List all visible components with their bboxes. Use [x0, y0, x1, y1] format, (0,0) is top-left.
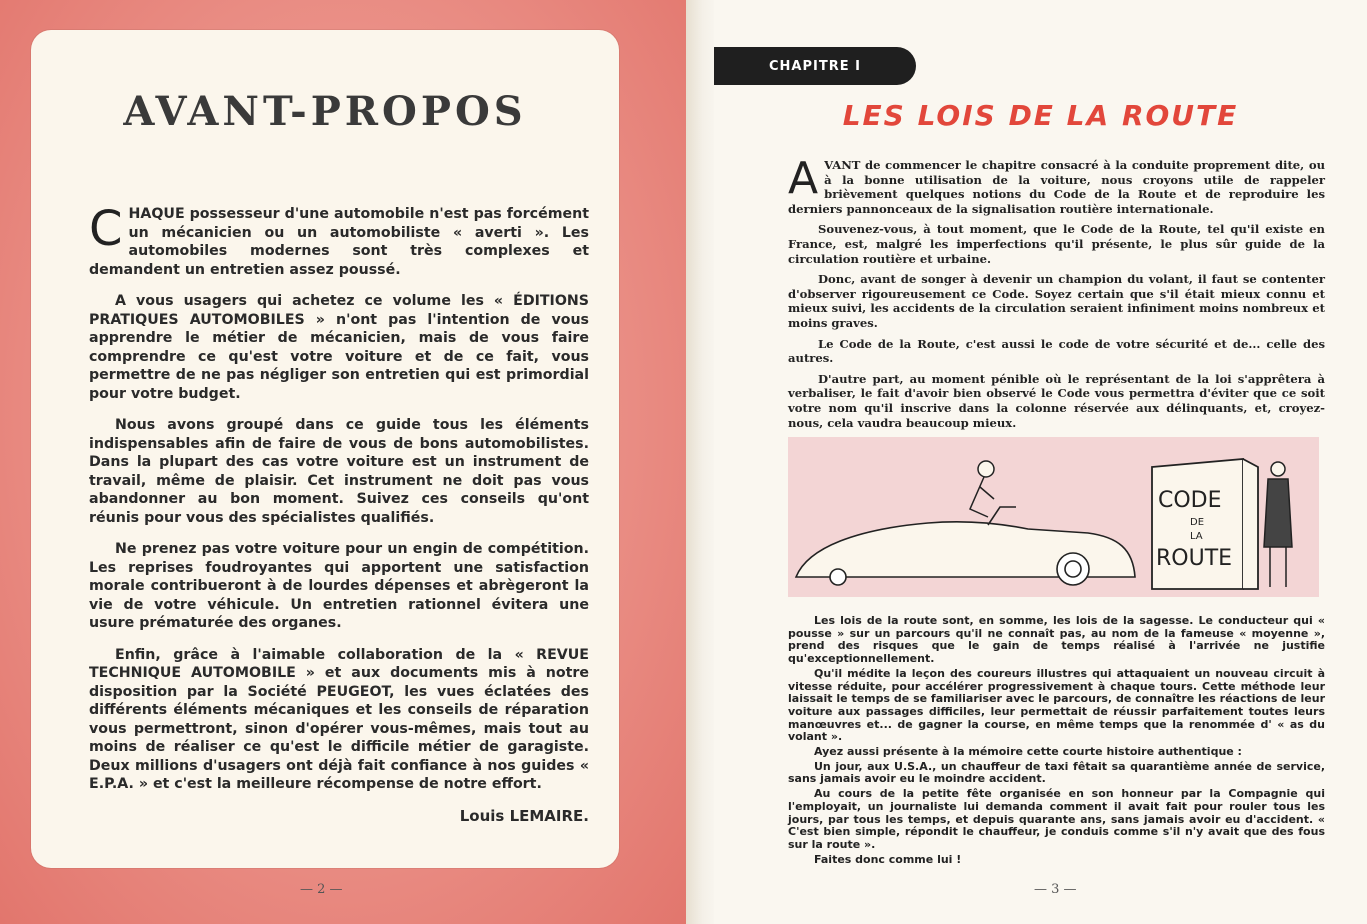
page-number-left: — 2 —	[300, 882, 343, 897]
car-illustration	[788, 437, 1319, 597]
book-word-route: ROUTE	[1156, 546, 1233, 571]
driver-figure	[970, 461, 994, 517]
drop-cap: C	[89, 201, 123, 257]
chapter-text	[788, 615, 1325, 868]
text-paragraph-5: Au cours de la petite fête organisée en son honneur par la Compagnie qui l'employait, un journaliste lui demanda comment il avait fait pour rouler tous les jours, par tous les temps, et depuis quarante ans, sans jamais avoir eu d'accident. « C'est bien simple, répondit le chauffeur, je conduis comme s'il n'y avait que des fous sur la route ».	[788, 787, 1325, 851]
book-word-la: LA	[1190, 531, 1203, 542]
foreword-body	[89, 201, 589, 825]
foreword-paragraph-5: Enfin, grâce à l'aimable collaboration de la « REVUE TECHNIQUE AUTOMOBILE » et aux documents mis à notre disposition par la Société PEUGEOT, les vues éclatées des différents éléments mécaniques et les conseils de réparation vous permettront, sinon d'opérer vous-mêmes, mais tout au moins de réaliser ce qu'est le difficile métier de garagiste. Deux millions d'usagers ont déjà fait confiance à nos guides « E.P.A. » et c'est la meilleure récompense de notre effort.	[89, 646, 589, 792]
text-paragraph-6: Faites donc comme lui !	[814, 852, 962, 866]
foreword-paragraph-4: Ne prenez pas votre voiture pour un engin de compétition. Les reprises foudroyantes qui apportent une satisfaction morale contribueront à de lourdes dépenses et abrègeront la vie de votre véhicule. Un entretien rationnel évitera une usure prématurée des organes.	[89, 541, 589, 631]
foreword-title: AVANT-PROPOS	[123, 88, 527, 135]
foreword-paragraph-2: A vous usagers qui achetez ce volume les « ÉDITIONS PRATIQUES AUTOMOBILES » n'ont pas l'intention de vous apprendre le métier de mécanicien, mais de vous faire comprendre ce qu'est votre voiture et de ce fait, vous permettre de ne pas négliger son entretien qui est primordial pour votre budget.	[89, 293, 589, 402]
intro-paragraph-1: AVANT de commencer le chapitre consacré à la conduite proprement dite, ou à la bonne utilisation de la voiture, nous croyons utile de rappeler brièvement quelques notions du Code de la Route et de reproduire les derniers pannonceaux de la signalisation routière internationale.	[788, 153, 1325, 216]
text-paragraph-3: Ayez aussi présente à la mémoire cette courte histoire authentique :	[814, 745, 1242, 759]
text-paragraph-4: Un jour, aux U.S.A., un chauffeur de taxi fêtait sa quarantième année de service, sans jamais avoir eu le moindre accident.	[788, 759, 1325, 786]
page-number-right: — 3 —	[1034, 882, 1077, 897]
intro-paragraph-2: Souvenez-vous, à tout moment, que le Code de la Route, tel qu'il existe en France, est, malgré les imperfections qu'il présente, le plus sûr guide de la circulation routière et urbaine.	[788, 222, 1325, 266]
chapter-tab: CHAPITRE I	[714, 47, 916, 85]
intro-paragraph-3: Donc, avant de songer à devenir un champion du volant, il faut se contenter d'observer rigoureusement ce Code. Soyez certain que s'il était mieux connu et mieux suivi, les accidents de la circulation seraient infiniment moins nombreux et moins graves.	[788, 272, 1325, 330]
book-word-code: CODE	[1158, 488, 1222, 513]
gutter	[686, 0, 714, 924]
foreword-paragraph-3: Nous avons groupé dans ce guide tous les éléments indispensables afin de faire de vous de bons automobilistes. Dans la plupart des cas votre voiture est un instrument de travail, même de plaisir. Cet instrument ne doit pas vous abandonner au bon moment. Suivez ces conseils qu'ont réunis pour vous des spécialistes qualifiés.	[89, 417, 589, 526]
illustration-drawing	[788, 437, 1319, 597]
intro-paragraph-5: D'autre part, au moment pénible où le représentant de la loi s'apprêtera à verbaliser, le fait d'avoir bien observé le Code vous permettra d'éviter que ce soit votre nom qu'il inscrive dans la colonne réservée aux délinquants, et, croyez-nous, cela vaudra beaucoup mieux.	[788, 371, 1325, 430]
policeman-figure	[1264, 462, 1292, 587]
foreword-card	[31, 30, 619, 868]
book-word-de: DE	[1190, 517, 1205, 528]
text-paragraph-1: Les lois de la route sont, en somme, les lois de la sagesse. Le conducteur qui « pousse » sur un parcours qu'il ne connaît pas, au nom de la fameuse « moyenne », prend des risques que le gain de temps réalisé à l'arrivée ne justifie qu'exceptionnellement.	[788, 614, 1325, 666]
signature: Louis LEMAIRE.	[459, 806, 589, 825]
convertible-car	[796, 507, 1135, 585]
text-paragraph-2: Qu'il médite la leçon des coureurs illustres qui attaquaient un nouveau circuit à vitesse réduite, pour accélérer progressivement à chaque tours. Cette méthode leur laissait le temps de se familiariser avec le parcours, de connaître les réactions de leur voiture aux passages difficiles, leur permettait de réussir parfaitement toutes leurs manœuvres et... de gagner la course, en même temps que la renommée d' « as du volant ».	[788, 666, 1325, 744]
chapter-title: LES LOIS DE LA ROUTE	[842, 99, 1239, 132]
foreword-paragraph-1: CHAQUE possesseur d'une automobile n'est pas forcément un mécanicien ou un automobiliste « averti ». Les automobiles modernes sont très complexes et demandent un entretien assez poussé.	[89, 201, 589, 278]
drop-cap: A	[788, 153, 819, 204]
right-page	[714, 0, 1367, 924]
chapter-intro	[788, 153, 1325, 436]
intro-paragraph-4: Le Code de la Route, c'est aussi le code de votre sécurité et de... celle des autres.	[788, 336, 1325, 366]
